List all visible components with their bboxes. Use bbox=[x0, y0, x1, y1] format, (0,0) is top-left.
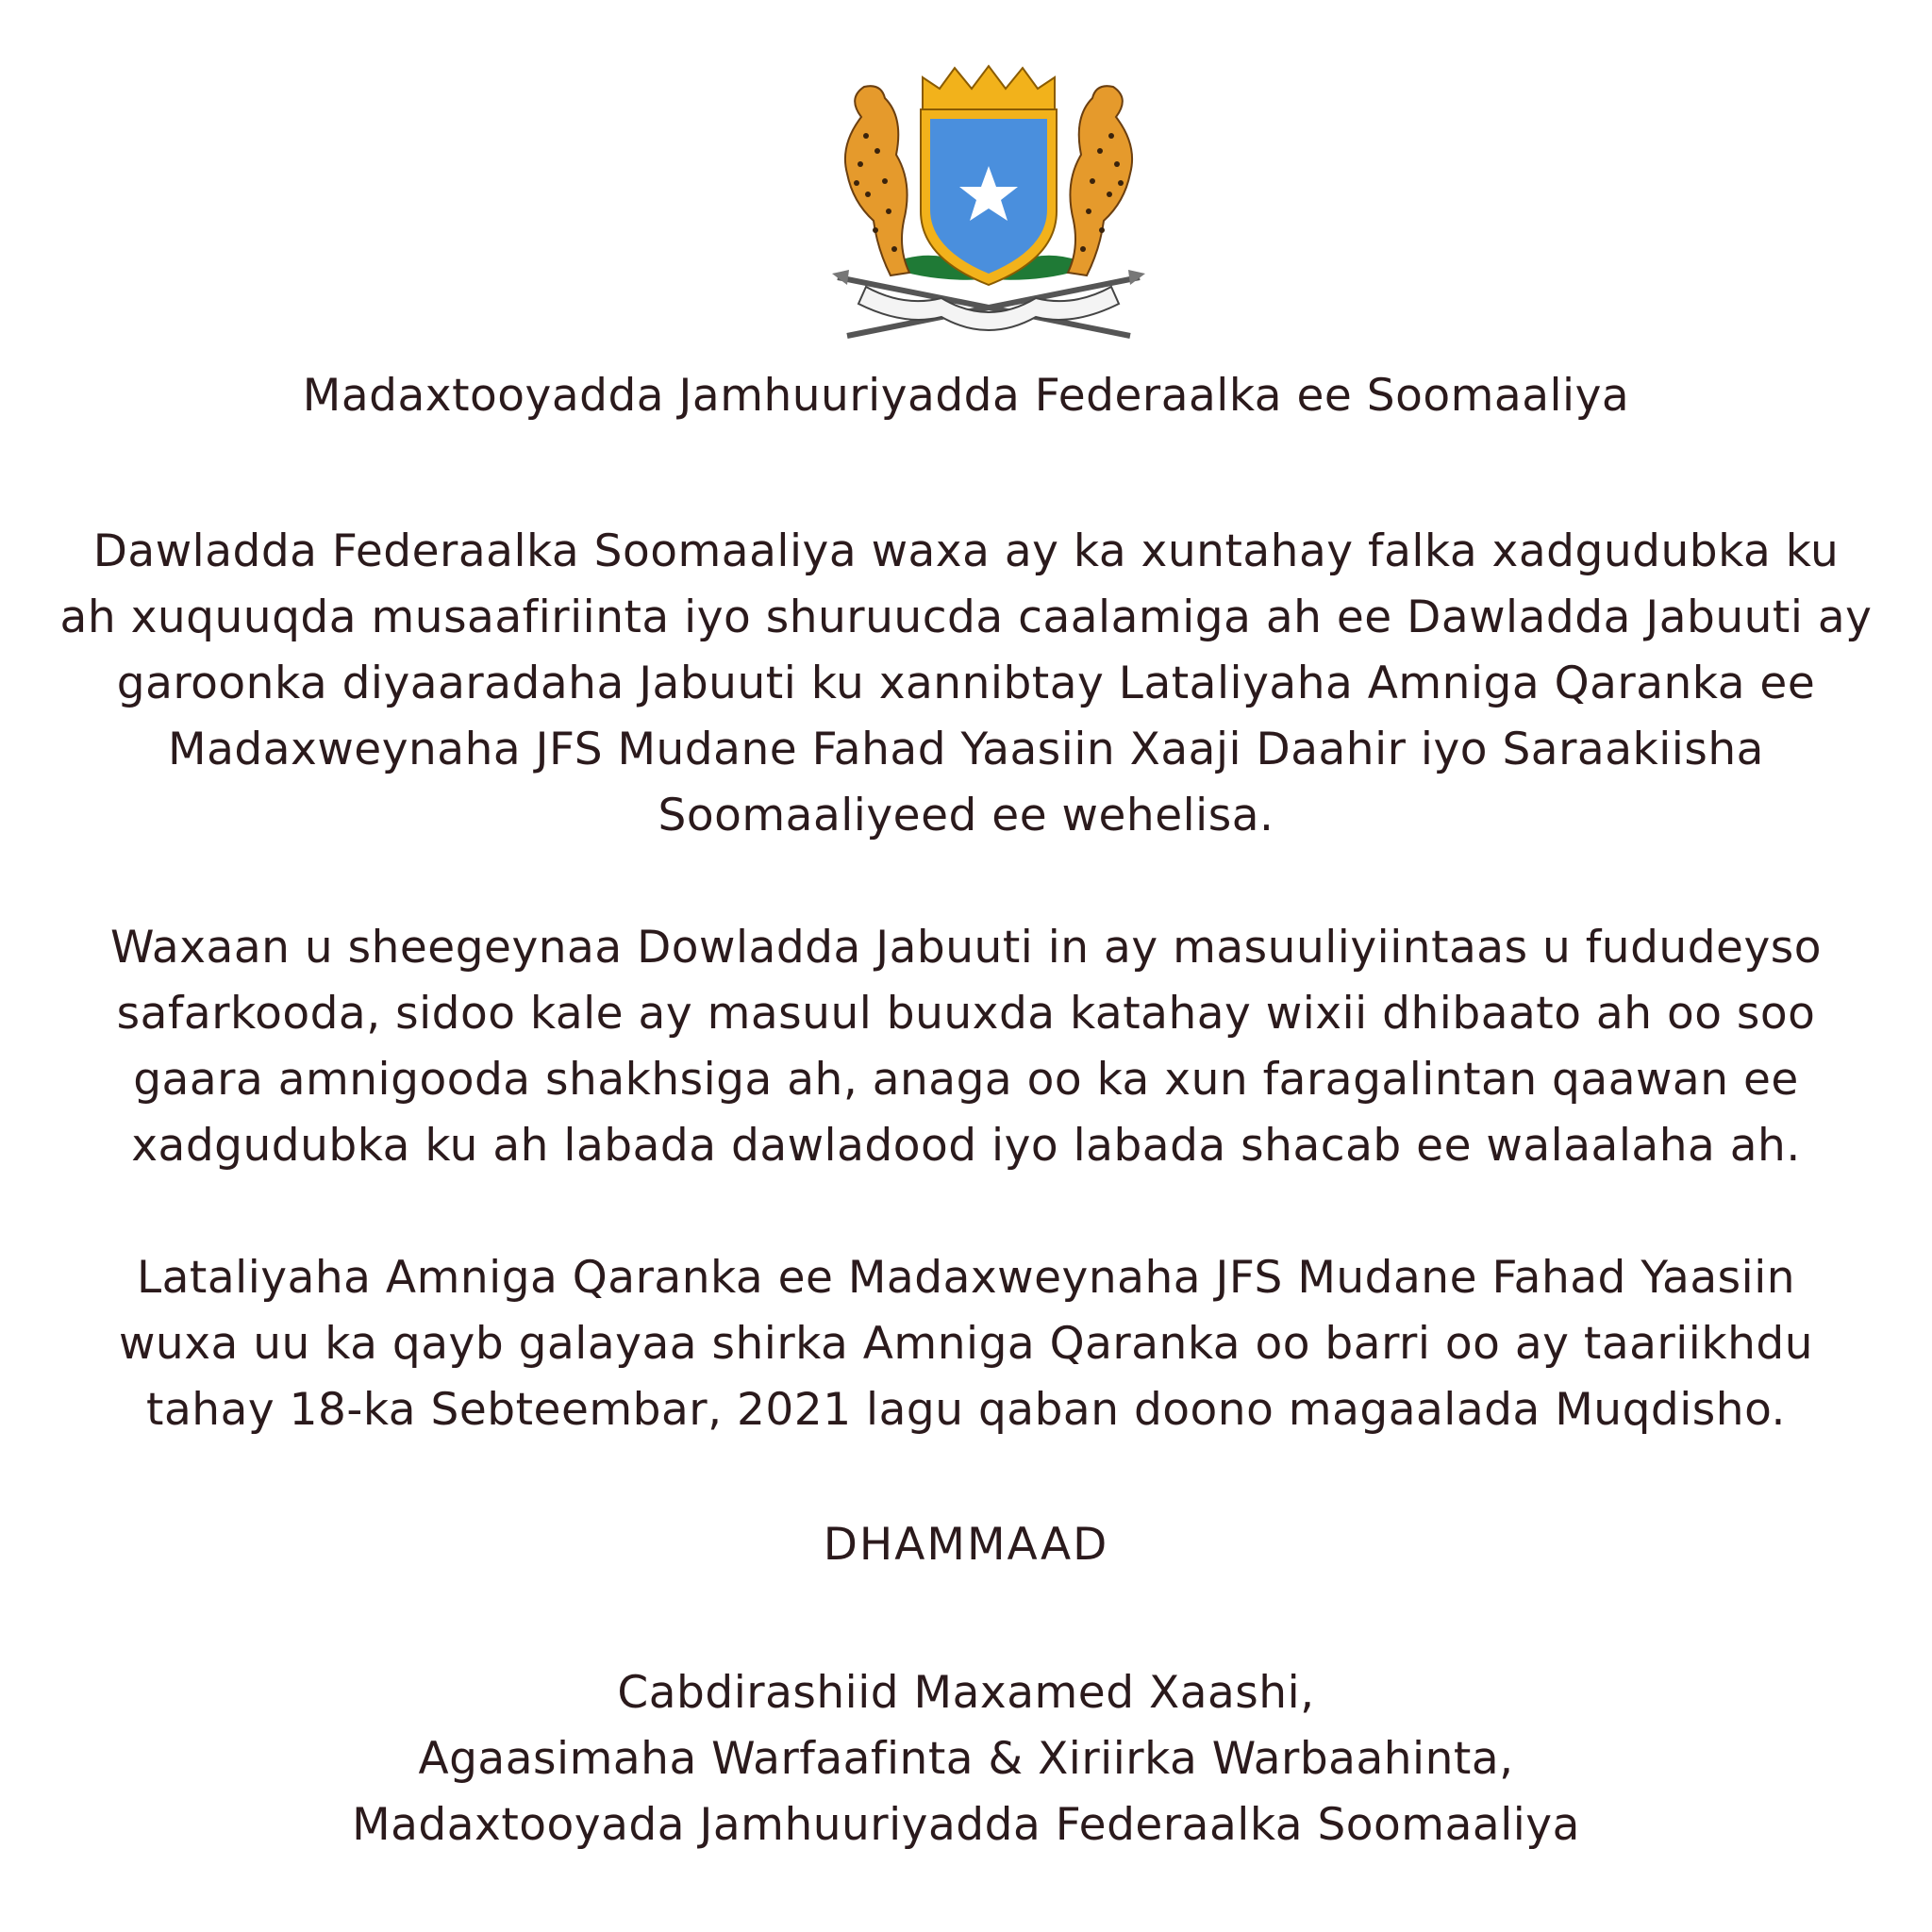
paragraph-1-line: ah xuquuqda musaafiriinta iyo shuruucda caalamiga ah ee Dawladda Jabuuti ay bbox=[59, 591, 1873, 643]
paragraph-1-line: Dawladda Federaalka Soomaaliya waxa ay ka xuntahay falka xadgudubka ku bbox=[92, 525, 1840, 577]
paragraph-2 bbox=[0, 915, 1932, 1179]
coat-of-arms-icon bbox=[819, 60, 1158, 343]
paragraph-1-line: Soomaaliyeed ee wehelisa. bbox=[658, 790, 1274, 841]
coat-of-arms-emblem bbox=[819, 60, 1158, 343]
paragraph-3-line: tahay 18-ka Sebteembar, 2021 lagu qaban doono magaalada Muqdisho. bbox=[146, 1384, 1786, 1436]
heading-block bbox=[0, 363, 1932, 429]
end-marker bbox=[0, 1512, 1932, 1578]
paragraph-3-line: Lataliyaha Amniga Qaranka ee Madaxweynaha JFS Mudane Fahad Yaasiin bbox=[136, 1252, 1796, 1304]
paragraph-2-line: xadgudubka ku ah labada dawladood iyo labada shacab ee walaalaha ah. bbox=[131, 1120, 1801, 1172]
end-word: DHAMMAAD bbox=[823, 1519, 1109, 1571]
paragraph-2-line: safarkooda, sidoo kale ay masuul buuxda katahay wixii dhibaato ah oo soo bbox=[116, 988, 1816, 1040]
signature-block bbox=[0, 1660, 1932, 1858]
paragraph-1 bbox=[0, 519, 1932, 849]
paragraph-2-line: Waxaan u sheegeynaa Dowladda Jabuuti in ay masuuliyiintaas u fududeyso bbox=[109, 922, 1823, 974]
paragraph-1-line: Madaxweynaha JFS Mudane Fahad Yaasiin Xaaji Daahir iyo Saraakiisha bbox=[168, 724, 1764, 775]
paragraph-3 bbox=[0, 1245, 1932, 1443]
paragraph-1-line: garoonka diyaaradaha Jabuuti ku xannibtay Lataliyaha Amniga Qaranka ee bbox=[116, 658, 1816, 709]
page-heading: Madaxtooyadda Jamhuuriyadda Federaalka ee Soomaaliya bbox=[302, 370, 1630, 422]
signature-title: Agaasimaha Warfaafinta & Xiriirka Warbaahinta, bbox=[418, 1733, 1514, 1785]
signature-name: Cabdirashiid Maxamed Xaashi, bbox=[617, 1667, 1315, 1719]
paragraph-2-line: gaara amnigooda shakhsiga ah, anaga oo ka xun faragalintan qaawan ee bbox=[133, 1054, 1799, 1106]
paragraph-3-line: wuxa uu ka qayb galayaa shirka Amniga Qaranka oo barri oo ay taariikhdu bbox=[118, 1318, 1813, 1370]
signature-office: Madaxtooyada Jamhuuriyadda Federaalka Soomaaliya bbox=[352, 1799, 1580, 1851]
